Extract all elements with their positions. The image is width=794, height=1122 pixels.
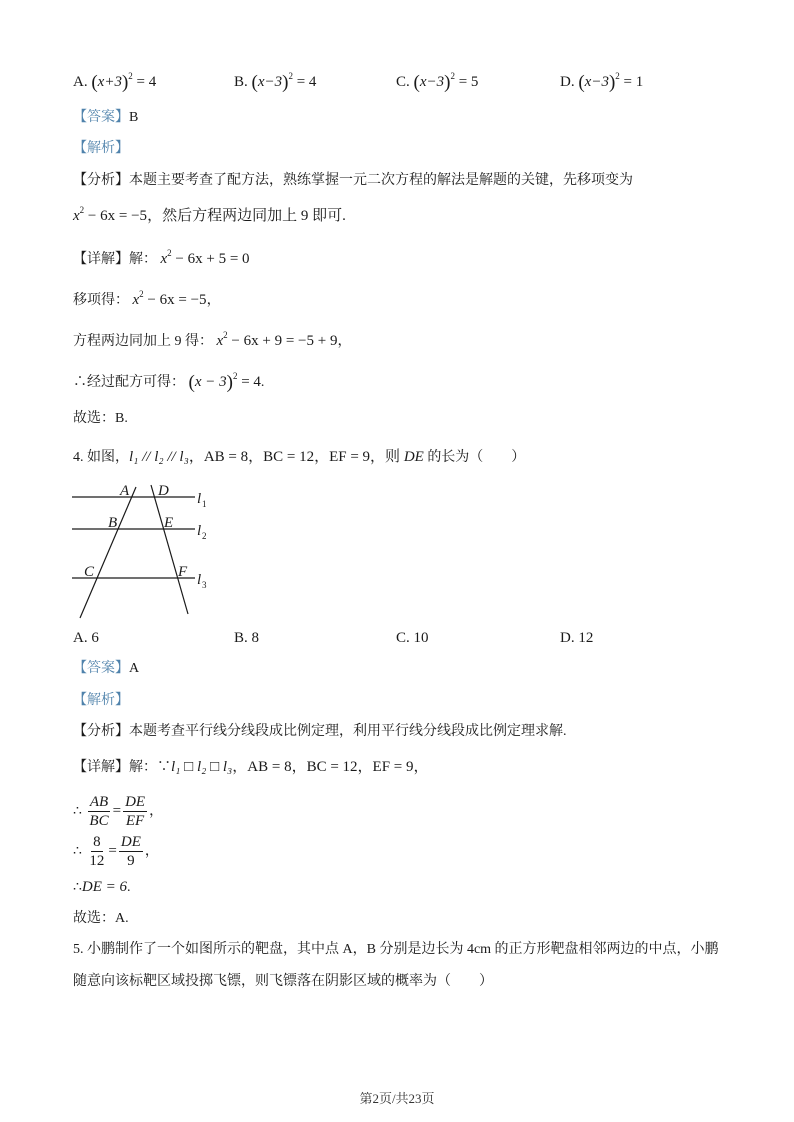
option-letter: D. [560,74,575,90]
q4-conclusion [73,909,129,929]
given-values: ，AB = 8，BC = 12，EF = 9，则 [188,449,404,465]
line-l2-label: l [197,523,202,539]
line-l2-subscript: 2 [202,531,207,541]
fenxi-text: ，然后方程两边同加上 9 即可. [147,208,346,224]
option-expr: x−3 [584,74,609,90]
answer-value: B [129,110,139,125]
q3-fenxi [73,171,633,191]
option-rhs: = 4 [296,74,317,90]
q3-option-a [73,72,156,93]
q3-step2 [73,331,351,352]
option-rhs: = 1 [623,74,644,90]
parallel-lines-expr: l₁ // l₂ // l₃ [129,449,189,465]
exponent: 2 [450,71,455,81]
option-letter: C. [396,74,410,90]
math-expr: − 6x = −5 [84,208,148,224]
page-footer: 第2页/共23页 [359,1091,435,1106]
step-text: 方程两边同加上 9 得： [73,334,213,349]
math-var: x [73,208,80,224]
math-expr: = 4 [237,374,261,390]
punct: ， [149,804,164,819]
q4-option-d [560,628,593,648]
paren-close: ) [444,72,451,93]
q4-jiexi [73,691,129,711]
q5-question-line2 [73,972,493,992]
parallel-lines-diagram [60,478,210,623]
conclusion-text: 故选：B. [73,411,128,426]
xiangjie-intro: 解： [129,252,157,267]
exponent: 2 [615,71,620,81]
point-c-label: C [84,564,95,580]
option-rhs: = 5 [458,74,479,90]
option-letter: D. [560,630,575,646]
equals-sign: = [108,843,117,859]
xiangjie-intro: 解：∵ [129,760,171,775]
step-text: ∴经过配方可得： [73,375,185,390]
answer-label: 【答案】 [73,661,129,676]
question-text: 小鹏制作了一个如图所示的靶盘，其中点 A，B 分别是边长为 4cm 的正方形靶盘相邻两边的中点，小鹏 [87,942,719,957]
paren-open: ( [188,372,195,393]
q4-option-b [234,628,259,648]
math-expr: − 6x + 5 = 0 [171,251,250,267]
denominator: 12 [89,853,105,870]
fraction-8-12 [87,833,106,870]
q4-xiangjie [73,757,429,778]
numerator: 8 [93,834,101,851]
fenxi-text: 本题主要考查了配方法，熟练掌握一元二次方程的解法是解题的关键，先移项变为 [129,173,633,188]
math-var: x [132,292,140,308]
fenxi-label: 【分析】 [73,724,129,739]
fraction-de-9 [119,833,143,870]
punct: ， [206,293,221,308]
question-text: 随意向该标靶区域投掷飞镖，则飞镖落在阴影区域的概率为（ ） [73,974,493,989]
numerator: AB [89,794,109,811]
math-expr: − 6x = −5 [143,292,207,308]
fenxi-label: 【分析】 [73,173,129,188]
option-letter: A. [73,74,88,90]
result-expr: DE = 6 [81,879,128,895]
option-letter: B. [234,74,248,90]
option-letter: C. [396,630,410,646]
therefore-symbol: ∴ [73,804,82,819]
q3-option-d [560,72,643,93]
math-expr: − 6x + 9 = −5 + 9 [227,333,338,349]
denominator: 9 [127,853,135,870]
line-l3-label: l [197,572,202,588]
step-text: 移项得： [73,293,129,308]
target-segment: DE [403,449,424,465]
q4-option-c [396,628,429,648]
math-expr: x − 3 [194,374,227,390]
point-b-label: B [108,515,118,531]
punct: . [127,880,131,895]
line-l1-subscript: 1 [202,499,207,509]
option-expr: x+3 [97,74,122,90]
question-number: 4. [73,450,84,465]
math-var: x [216,333,224,349]
punct: . [260,375,265,390]
paren-close: ) [121,72,129,93]
point-f-label: F [178,564,188,580]
line-l1-label: l [197,491,202,507]
punct: ， [337,334,352,349]
q3-fenxi-line2 [73,206,346,226]
conclusion-text: 故选：A. [73,911,129,926]
option-value: 8 [251,630,260,646]
point-d-label: D [158,483,169,499]
given-values: ，AB = 8，BC = 12，EF = 9， [232,759,429,775]
point-a-label: A [120,483,130,499]
exponent: 2 [167,248,172,258]
jiexi-label: 【解析】 [73,141,129,156]
q4-proportion-2 [73,832,159,871]
q3-step1 [73,290,221,311]
jiexi-label: 【解析】 [73,693,129,708]
paren-close: ) [608,72,616,93]
paren-open: ( [91,72,98,93]
transversal-right [151,485,188,614]
punct: ， [144,844,159,859]
q3-xiangjie [73,249,250,270]
denominator: EF [125,813,145,830]
option-letter: A. [73,630,88,646]
question-text: 如图， [87,450,129,465]
fraction-de-ef [123,793,147,830]
paren-open: ( [413,72,420,93]
option-expr: x−3 [257,74,283,90]
q4-option-a [73,628,99,648]
transversal-left [80,487,136,618]
answer-label: 【答案】 [73,110,129,125]
xiangjie-label: 【详解】 [73,252,129,267]
denominator: BC [89,813,109,830]
fenxi-text: 本题考查平行线分线段成比例定理，利用平行线分线段成比例定理求解. [129,724,567,739]
exponent: 2 [128,71,133,81]
exponent: 2 [232,371,238,381]
option-letter: B. [234,630,248,646]
exponent: 2 [139,289,144,299]
numerator: DE [125,794,146,811]
exponent: 2 [223,330,228,340]
parallel-lines-expr: l₁ □ l₂ □ l₃ [171,759,233,775]
math-var: x [160,251,168,267]
exponent: 2 [79,205,85,215]
paren-close: ) [226,372,233,393]
xiangjie-label: 【详解】 [73,760,129,775]
numerator: DE [120,834,141,851]
paren-open: ( [251,72,258,93]
question-text: 的长为（ ） [423,450,526,465]
q3-answer [73,108,138,128]
q3-conclusion [73,409,128,429]
option-value: 12 [578,630,594,646]
option-expr: x−3 [419,74,445,90]
fraction-ab-bc [87,793,110,830]
line-l3-subscript: 3 [202,580,207,590]
option-value: 10 [413,630,429,646]
paren-close: ) [282,72,289,93]
q4-proportion-1 [73,792,163,831]
therefore-symbol: ∴ [73,844,82,859]
option-value: 6 [91,630,99,646]
q5-question-line1 [73,940,719,960]
answer-value: A [129,661,140,676]
therefore-symbol: ∴ [73,880,82,895]
equals-sign: = [112,803,122,819]
question-number: 5. [73,942,84,957]
q4-result [73,877,131,898]
exponent: 2 [288,71,293,81]
q4-question [73,447,525,468]
q4-fenxi [73,722,567,742]
option-rhs: = 4 [136,74,157,90]
q3-option-c [396,72,478,93]
paren-open: ( [578,72,585,93]
q3-step3 [73,372,264,393]
q3-option-b [234,72,316,93]
q4-answer [73,659,139,679]
point-e-label: E [164,515,174,531]
q3-jiexi [73,139,129,159]
